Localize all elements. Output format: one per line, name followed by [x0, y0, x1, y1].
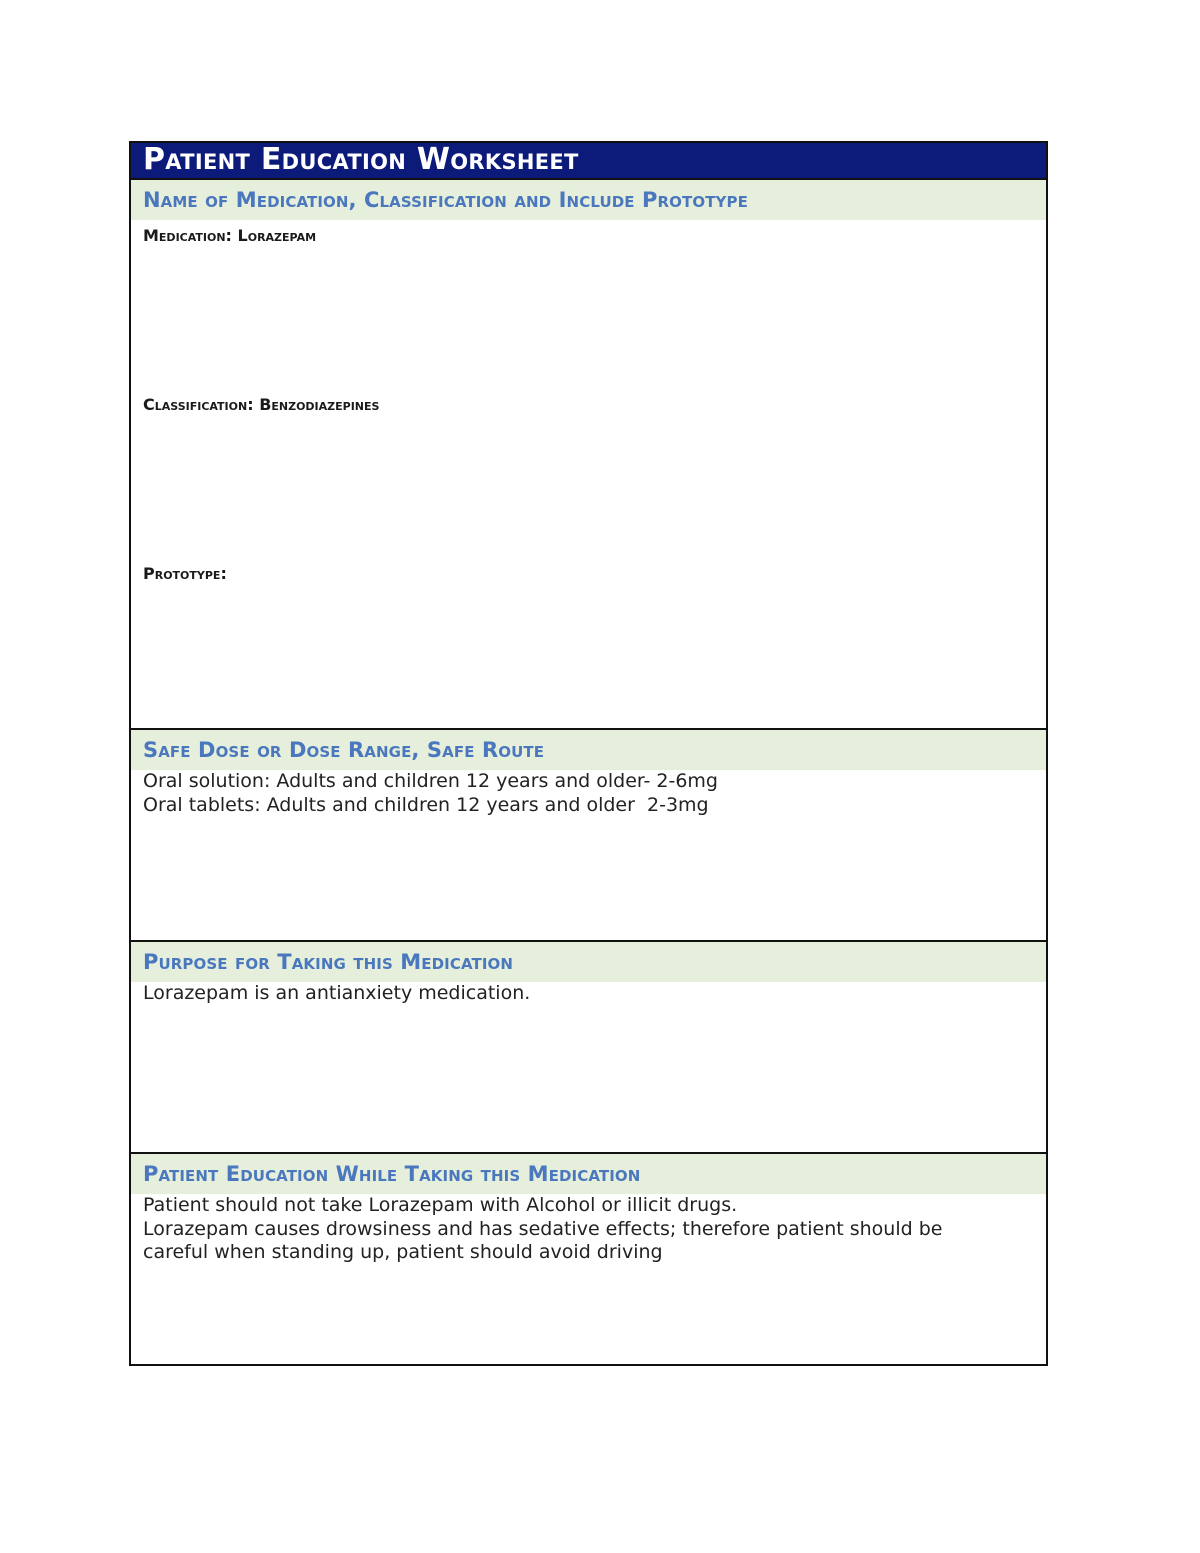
section-header-patient-education [131, 1154, 1046, 1194]
worksheet-title: Patient Education Worksheet [143, 141, 579, 177]
medication-value: Lorazepam [237, 226, 317, 245]
worksheet-title-bar [131, 143, 1046, 180]
patient-education-line: Lorazepam causes drowsiness and has sedative effects; therefore patient should be [143, 1217, 943, 1240]
patient-education-line: Patient should not take Lorazepam with Alcohol or illicit drugs. [143, 1194, 738, 1216]
section-patient-education [131, 1152, 1046, 1364]
purpose-text [131, 982, 1046, 1006]
section-medication-name [131, 180, 1046, 728]
classification-field [131, 395, 391, 414]
prototype-field [131, 564, 239, 583]
section-title-medication-name: Name of Medication, Classification and Include Prototype [143, 188, 748, 212]
safe-dose-line: Oral tablets: Adults and children 12 years and older 2-3mg [143, 793, 709, 816]
section-header-medication-name [131, 180, 1046, 220]
classification-label: Classification: [143, 395, 254, 414]
section-purpose [131, 940, 1046, 1152]
prototype-label: Prototype: [143, 564, 227, 583]
section-header-safe-dose [131, 730, 1046, 770]
patient-education-line: careful when standing up, patient should avoid driving [143, 1241, 663, 1263]
safe-dose-text [131, 770, 1046, 817]
safe-dose-line: Oral solution: Adults and children 12 years and older- 2-6mg [143, 770, 718, 792]
section-title-purpose: Purpose for Taking this Medication [143, 950, 514, 974]
section-safe-dose [131, 728, 1046, 940]
patient-education-worksheet [129, 141, 1048, 1366]
section-header-purpose [131, 942, 1046, 982]
section-title-patient-education: Patient Education While Taking this Medication [143, 1162, 641, 1186]
classification-value: Benzodiazepines [259, 395, 380, 414]
medication-label: Medication: [143, 226, 232, 245]
section-title-safe-dose: Safe Dose or Dose Range, Safe Route [143, 738, 545, 762]
patient-education-text [131, 1194, 1046, 1265]
purpose-line: Lorazepam is an antianxiety medication. [143, 982, 531, 1004]
medication-field [131, 226, 328, 245]
